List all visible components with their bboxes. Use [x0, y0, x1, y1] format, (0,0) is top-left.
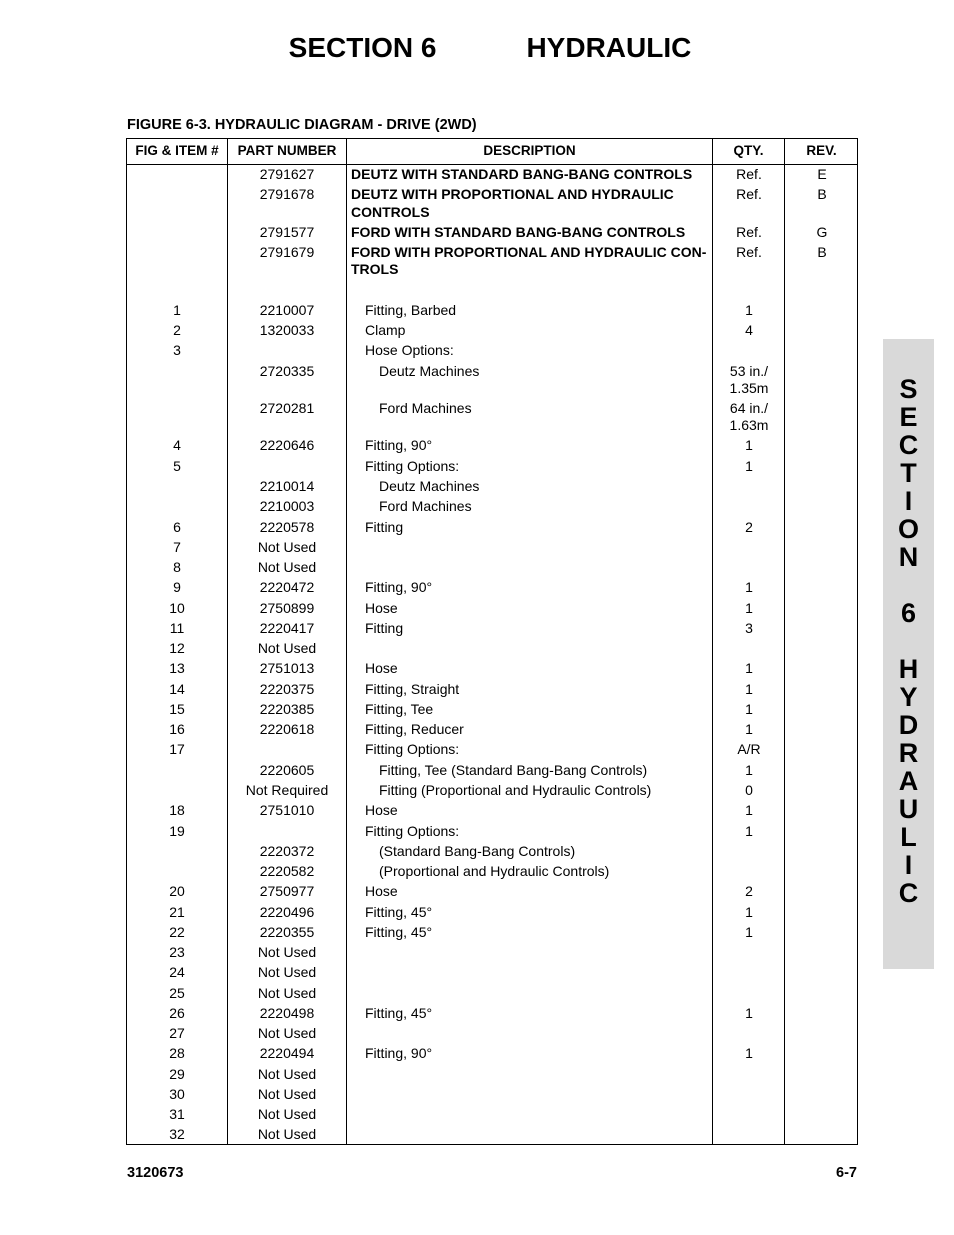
- part-number-cell: Not Used: [257, 640, 317, 656]
- description-cell: (Proportional and Hydraulic Controls): [379, 863, 610, 879]
- part-number-cell: Not Required: [245, 782, 329, 798]
- description-cell: Deutz Machines: [379, 363, 480, 379]
- part-number-cell: 2791679: [259, 244, 315, 260]
- part-number-cell: 2220372: [259, 843, 315, 859]
- fig-item-cell: 29: [169, 1066, 185, 1082]
- description-cell: Fitting: [365, 519, 404, 535]
- fig-item-cell: 25: [169, 985, 185, 1001]
- fig-item-cell: 5: [173, 458, 181, 474]
- qty-cell: 1: [745, 721, 753, 737]
- column-divider: [712, 139, 713, 1144]
- fig-item-cell: 9: [173, 579, 181, 595]
- document-number: 3120673: [127, 1165, 184, 1181]
- fig-item-cell: 8: [173, 559, 181, 575]
- description-cell: Fitting, Reducer: [365, 721, 464, 737]
- description-cell: Ford Machines: [379, 400, 472, 416]
- description-cell: Fitting, Straight: [365, 681, 460, 697]
- description-cell: Fitting, 90°: [365, 579, 433, 595]
- part-number-cell: 2750899: [259, 600, 315, 616]
- qty-cell: 1: [745, 802, 753, 818]
- description-cell: Fitting, Barbed: [365, 302, 457, 318]
- part-number-cell: 2220646: [259, 437, 315, 453]
- qty-cell: 1: [745, 924, 753, 940]
- qty-cell: 1: [745, 762, 753, 778]
- part-number-cell: 2791627: [259, 166, 315, 182]
- part-number-cell: Not Used: [257, 1106, 317, 1122]
- part-number-cell: Not Used: [257, 1025, 317, 1041]
- side-tab-letter: H: [898, 654, 919, 684]
- fig-item-cell: 20: [169, 883, 185, 899]
- fig-item-cell: 3: [173, 342, 181, 358]
- qty-cell: 0: [745, 782, 753, 798]
- rev-cell: E: [817, 166, 827, 182]
- fig-item-cell: 1: [173, 302, 181, 318]
- column-divider: [346, 139, 347, 1144]
- part-number-cell: 2220498: [259, 1005, 315, 1021]
- description-cell: Fitting Options:: [365, 458, 460, 474]
- description-cell: Hose: [365, 660, 398, 676]
- qty-cell: 1: [745, 437, 753, 453]
- rev-cell: B: [817, 186, 827, 202]
- fig-item-cell: 4: [173, 437, 181, 453]
- part-number-cell: 2220472: [259, 579, 315, 595]
- part-number-cell: 2791678: [259, 186, 315, 202]
- description-cell: Hose: [365, 802, 398, 818]
- header-description: DESCRIPTION: [483, 143, 576, 158]
- description-cell: Fitting, 45°: [365, 904, 433, 920]
- part-number-cell: 2210007: [259, 302, 315, 318]
- description-cell: Fitting Options:: [365, 823, 460, 839]
- qty-cell: Ref.: [736, 186, 762, 202]
- qty-cell: 1: [745, 302, 753, 318]
- qty-cell: A/R: [737, 741, 761, 757]
- qty-cell: 1: [745, 458, 753, 474]
- side-tab-letter: E: [899, 402, 918, 432]
- description-cell: Fitting, Tee (Standard Bang-Bang Controls): [379, 762, 648, 778]
- fig-item-cell: 11: [169, 620, 185, 636]
- qty-cell: 1: [745, 701, 753, 717]
- fig-item-cell: 14: [169, 681, 185, 697]
- side-tab-letter: O: [897, 514, 919, 544]
- description-cell: Fitting, 90°: [365, 437, 433, 453]
- qty-cell: 1.35m: [729, 380, 769, 396]
- description-cell: DEUTZ WITH STANDARD BANG-BANG CONTROLS: [351, 166, 693, 182]
- fig-item-cell: 30: [169, 1086, 185, 1102]
- fig-item-cell: 21: [169, 904, 185, 920]
- side-tab-letter: L: [900, 822, 917, 852]
- part-number-cell: 2220385: [259, 701, 315, 717]
- header-divider: [127, 164, 857, 165]
- part-number-cell: 2220582: [259, 863, 315, 879]
- rev-cell: B: [817, 244, 827, 260]
- qty-cell: 1: [745, 579, 753, 595]
- part-number-cell: 2751010: [259, 802, 315, 818]
- part-number-cell: 2791577: [259, 224, 315, 240]
- side-tab-letter: R: [898, 738, 919, 768]
- side-tab-letter: Y: [899, 682, 918, 712]
- header-rev: REV.: [806, 143, 837, 158]
- description-cell: TROLS: [351, 261, 399, 277]
- qty-cell: 2: [745, 519, 753, 535]
- part-number-cell: 2220417: [259, 620, 315, 636]
- side-tab-letter: 6: [900, 598, 917, 628]
- figure-title: FIGURE 6-3. HYDRAULIC DIAGRAM - DRIVE (2WD): [127, 117, 477, 133]
- header-part-number: PART NUMBER: [237, 143, 337, 158]
- part-number-cell: Not Used: [257, 944, 317, 960]
- qty-cell: Ref.: [736, 166, 762, 182]
- fig-item-cell: 2: [173, 322, 181, 338]
- fig-item-cell: 24: [169, 964, 185, 980]
- part-number-cell: Not Used: [257, 964, 317, 980]
- fig-item-cell: 7: [173, 539, 181, 555]
- column-divider: [784, 139, 785, 1144]
- part-number-cell: 1320033: [259, 322, 315, 338]
- description-cell: Fitting, 45°: [365, 924, 433, 940]
- part-number-cell: 2720281: [259, 400, 315, 416]
- fig-item-cell: 13: [169, 660, 185, 676]
- part-number-cell: 2210003: [259, 498, 315, 514]
- part-number-cell: 2220355: [259, 924, 315, 940]
- fig-item-cell: 32: [169, 1126, 185, 1142]
- rev-cell: G: [816, 224, 828, 240]
- qty-cell: 4: [745, 322, 753, 338]
- side-tab-letter: D: [898, 710, 919, 740]
- fig-item-cell: 18: [169, 802, 185, 818]
- page-number: 6-7: [836, 1165, 857, 1181]
- qty-cell: 64 in./: [729, 400, 769, 416]
- header-qty: QTY.: [733, 143, 764, 158]
- description-cell: Fitting: [365, 620, 404, 636]
- section-number: SECTION 6: [288, 32, 437, 63]
- section-name: HYDRAULIC: [526, 32, 692, 63]
- part-number-cell: Not Used: [257, 539, 317, 555]
- part-number-cell: 2220578: [259, 519, 315, 535]
- part-number-cell: 2720335: [259, 363, 315, 379]
- qty-cell: 1: [745, 904, 753, 920]
- fig-item-cell: 12: [169, 640, 185, 656]
- part-number-cell: 2210014: [259, 478, 315, 494]
- description-cell: Ford Machines: [379, 498, 472, 514]
- qty-cell: 1: [745, 823, 753, 839]
- side-tab-letter: N: [898, 542, 919, 572]
- part-number-cell: 2751013: [259, 660, 315, 676]
- qty-cell: Ref.: [736, 244, 762, 260]
- side-tab-letter: S: [899, 374, 918, 404]
- description-cell: (Standard Bang-Bang Controls): [379, 843, 576, 859]
- fig-item-cell: 10: [169, 600, 185, 616]
- fig-item-cell: 6: [173, 519, 181, 535]
- side-tab-letter: C: [898, 878, 919, 908]
- description-cell: DEUTZ WITH PROPORTIONAL AND HYDRAULIC: [351, 186, 674, 202]
- qty-cell: 1: [745, 600, 753, 616]
- parts-table: [126, 138, 858, 1145]
- part-number-cell: 2220375: [259, 681, 315, 697]
- qty-cell: Ref.: [736, 224, 762, 240]
- fig-item-cell: 19: [169, 823, 185, 839]
- description-cell: Clamp: [365, 322, 406, 338]
- description-cell: Fitting, 90°: [365, 1045, 433, 1061]
- fig-item-cell: 27: [169, 1025, 185, 1041]
- description-cell: Fitting, 45°: [365, 1005, 433, 1021]
- part-number-cell: 2220496: [259, 904, 315, 920]
- side-tab-letter: U: [898, 794, 919, 824]
- side-tab-letter: I: [904, 486, 913, 516]
- qty-cell: 1: [745, 660, 753, 676]
- description-cell: Hose: [365, 883, 398, 899]
- part-number-cell: 2220605: [259, 762, 315, 778]
- description-cell: CONTROLS: [351, 204, 430, 220]
- description-cell: Fitting, Tee: [365, 701, 434, 717]
- fig-item-cell: 31: [169, 1106, 185, 1122]
- qty-cell: 3: [745, 620, 753, 636]
- side-tab-letter: A: [898, 766, 919, 796]
- section-title: [0, 32, 954, 64]
- description-cell: Hose: [365, 600, 398, 616]
- part-number-cell: 2220494: [259, 1045, 315, 1061]
- fig-item-cell: 16: [169, 721, 185, 737]
- qty-cell: 2: [745, 883, 753, 899]
- fig-item-cell: 15: [169, 701, 185, 717]
- part-number-cell: Not Used: [257, 1066, 317, 1082]
- side-tab-letter: T: [900, 458, 917, 488]
- part-number-cell: Not Used: [257, 1126, 317, 1142]
- side-tab-letter: C: [898, 430, 919, 460]
- fig-item-cell: 22: [169, 924, 185, 940]
- part-number-cell: 2220618: [259, 721, 315, 737]
- description-cell: Hose Options:: [365, 342, 454, 358]
- fig-item-cell: 17: [169, 741, 185, 757]
- fig-item-cell: 26: [169, 1005, 185, 1021]
- qty-cell: 1: [745, 1005, 753, 1021]
- fig-item-cell: 28: [169, 1045, 185, 1061]
- description-cell: Fitting Options:: [365, 741, 460, 757]
- description-cell: Deutz Machines: [379, 478, 480, 494]
- part-number-cell: Not Used: [257, 985, 317, 1001]
- part-number-cell: Not Used: [257, 559, 317, 575]
- description-cell: FORD WITH STANDARD BANG-BANG CONTROLS: [351, 224, 686, 240]
- part-number-cell: Not Used: [257, 1086, 317, 1102]
- fig-item-cell: 23: [169, 944, 185, 960]
- qty-cell: 1: [745, 1045, 753, 1061]
- section-side-tab: [883, 339, 934, 969]
- description-cell: Fitting (Proportional and Hydraulic Controls): [379, 782, 652, 798]
- header-fig-item: FIG & ITEM #: [135, 143, 219, 158]
- description-cell: FORD WITH PROPORTIONAL AND HYDRAULIC CON-: [351, 244, 707, 260]
- part-number-cell: 2750977: [259, 883, 315, 899]
- qty-cell: 1.63m: [729, 417, 769, 433]
- qty-cell: 1: [745, 681, 753, 697]
- side-tab-letter: I: [904, 850, 913, 880]
- qty-cell: 53 in./: [729, 363, 769, 379]
